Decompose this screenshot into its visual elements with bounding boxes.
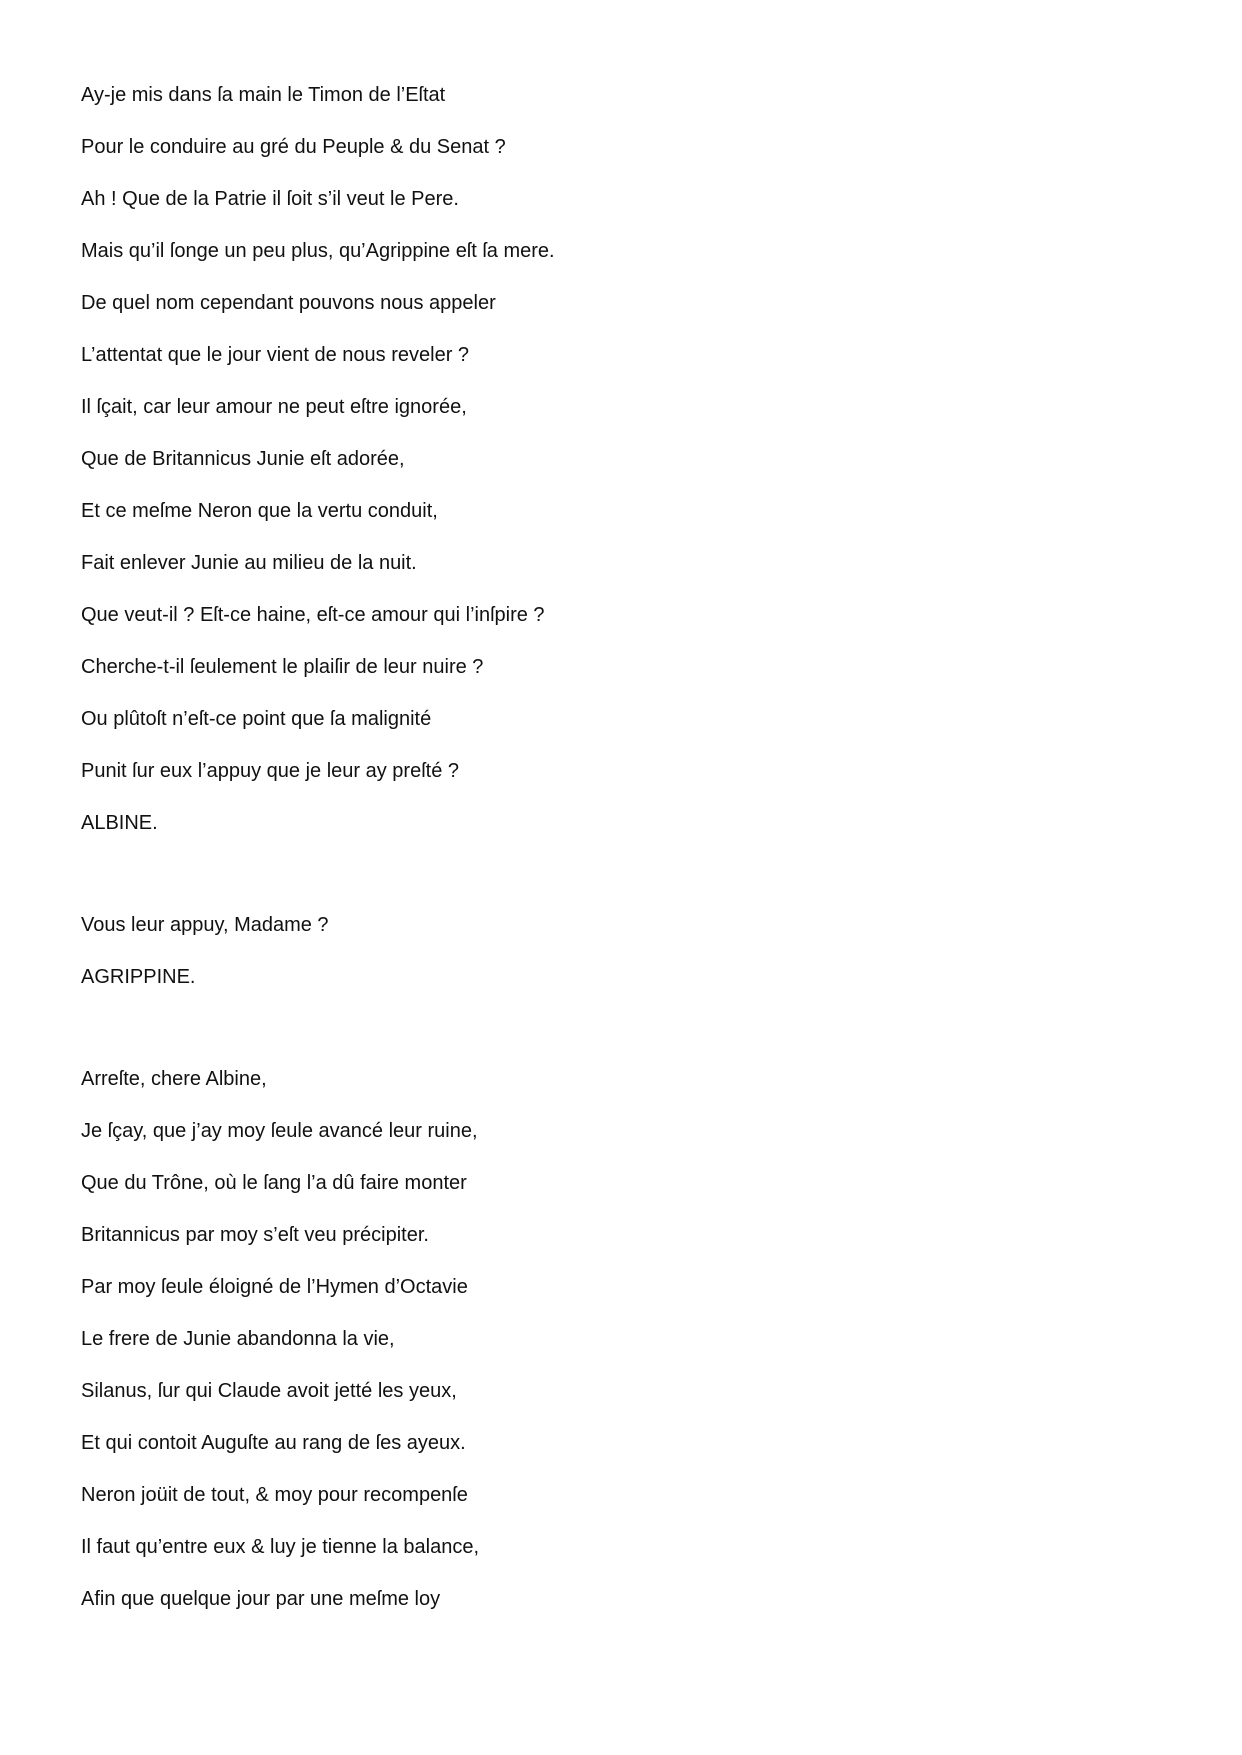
verse-line: Punit ſur eux l’appuy que je leur ay preſté ?: [81, 760, 460, 782]
verse-line: L’attentat que le jour vient de nous reveler ?: [81, 344, 470, 366]
verse-line: Je ſçay, que j’ay moy ſeule avancé leur ruine,: [81, 1120, 478, 1142]
verse-line: Le frere de Junie abandonna la vie,: [81, 1328, 395, 1350]
verse-line: Cherche-t-il ſeulement le plaiſir de leur nuire ?: [81, 656, 484, 678]
verse-line: Et ce meſme Neron que la vertu conduit,: [81, 500, 438, 522]
verse-line: Que du Trône, où le ſang l’a dû faire monter: [81, 1172, 467, 1194]
verse-line: Vous leur appuy, Madame ?: [81, 914, 329, 936]
verse-line: De quel nom cependant pouvons nous appeler: [81, 292, 496, 314]
verse-line: Que de Britannicus Junie eſt adorée,: [81, 448, 405, 470]
verse-line: Ou plûtoſt n’eſt-ce point que ſa malignité: [81, 708, 432, 730]
verse-line: Fait enlever Junie au milieu de la nuit.: [81, 552, 417, 574]
verse-line: Que veut-il ? Eſt-ce haine, eſt-ce amour qui l’inſpire ?: [81, 604, 545, 626]
verse-line: Et qui contoit Auguſte au rang de ſes ayeux.: [81, 1432, 466, 1454]
speaker-name: AGRIPPINE.: [81, 966, 196, 988]
verse-line: Ah ! Que de la Patrie il ſoit s’il veut le Pere.: [81, 188, 459, 210]
verse-line: Par moy ſeule éloigné de l’Hymen d’Octavie: [81, 1276, 468, 1298]
verse-line: Il faut qu’entre eux & luy je tienne la balance,: [81, 1536, 480, 1558]
verse-line: Silanus, ſur qui Claude avoit jetté les yeux,: [81, 1380, 457, 1402]
verse-line: Britannicus par moy s’eſt veu précipiter.: [81, 1224, 429, 1246]
verse-line: Mais qu’il ſonge un peu plus, qu’Agrippine eſt ſa mere.: [81, 240, 555, 262]
verse-line: Ay-je mis dans ſa main le Timon de l’Eſtat: [81, 84, 446, 106]
speaker-name: ALBINE.: [81, 812, 158, 834]
verse-line: Neron joüit de tout, & moy pour recompenſe: [81, 1484, 468, 1506]
verse-line: Afin que quelque jour par une meſme loy: [81, 1588, 441, 1610]
verse-line: Pour le conduire au gré du Peuple & du Senat ?: [81, 136, 506, 158]
verse-line: Il ſçait, car leur amour ne peut eſtre ignorée,: [81, 396, 467, 418]
verse-line: Arreſte, chere Albine,: [81, 1068, 267, 1090]
